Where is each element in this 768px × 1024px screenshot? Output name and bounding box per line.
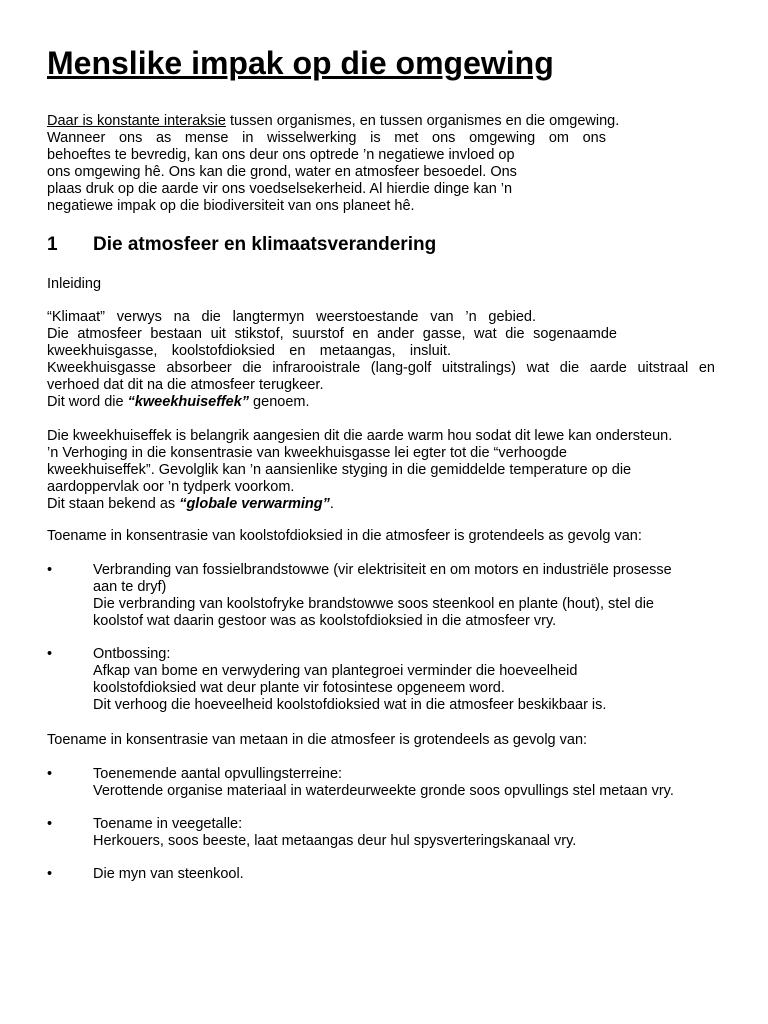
list-item: • Die myn van steenkool. [47, 866, 244, 882]
intro-line-2: Wanneer ons as mense in wisselwerking is met ons omgewing om ons [47, 130, 606, 146]
greenhouse-line-4: aardoppervlak oor ’n tydperk voorkom. [47, 479, 295, 495]
co2-intro: Toename in konsentrasie van koolstofdioksied in die atmosfeer is grotendeels as gevolg van: [47, 528, 642, 544]
bullet-icon: • [47, 562, 53, 578]
intro-line-5: plaas druk op die aarde vir ons voedselsekerheid. Al hierdie dinge kan ’n [47, 181, 513, 197]
intro-line-6: negatiewe impak op die biodiversiteit van ons planeet hê. [47, 198, 415, 214]
greenhouse-line-1: Die kweekhuiseffek is belangrik aangesien dit die aarde warm hou sodat dit lewe kan ondersteun. [47, 428, 673, 444]
inleiding-label: Inleiding [47, 276, 102, 292]
climate-line-5: verhoed dat dit na die atmosfeer terugkeer. [47, 377, 324, 393]
greenhouse-line-5: Dit staan bekend as “globale verwarming”. [47, 496, 334, 512]
bullet-icon: • [47, 816, 53, 832]
section-title: Die atmosfeer en klimaatsverandering [93, 234, 437, 255]
term-kweekhuiseffek: “kweekhuiseffek” [127, 394, 250, 410]
section-heading [47, 233, 436, 257]
climate-line-3: kweekhuisgasse, koolstofdioksied en metaangas, insluit. [47, 343, 451, 359]
greenhouse-line-3: kweekhuiseffek”. Gevolglik kan ’n aansienlike styging in die gemiddelde temperature op die [47, 462, 632, 478]
climate-line-1: “Klimaat” verwys na die langtermyn weerstoestande van ’n gebied. [47, 309, 536, 325]
greenhouse-line-2: ’n Verhoging in die konsentrasie van kweekhuisgasse lei egter tot die “verhoogde [47, 445, 567, 461]
list-item: • Ontbossing: Afkap van bome en verwydering van plantegroei verminder die hoeveelheid koolstofdioksied wat deur plante vir fotosintese opgeneem word. Dit verhoog die hoeveelheid koolstofdioksied wat in die atmosfeer beskikbaar is. [47, 646, 607, 713]
intro-paragraph [47, 113, 719, 215]
page-title: Menslike impak op die omgewing [47, 45, 554, 81]
climate-line-2: Die atmosfeer bestaan uit stikstof, suurstof en ander gasse, wat die sogenaamde [47, 326, 617, 342]
climate-line-6: Dit word die “kweekhuiseffek” genoem. [47, 394, 310, 410]
methane-intro: Toename in konsentrasie van metaan in die atmosfeer is grotendeels as gevolg van: [47, 732, 588, 748]
term-globale-verwarming: “globale verwarming” [179, 496, 330, 512]
intro-line-1: Daar is konstante interaksie tussen organismes, en tussen organismes en die omgewing. [47, 113, 620, 129]
intro-line-3: behoeftes te bevredig, kan ons deur ons optrede ’n negatiewe invloed op [47, 147, 515, 163]
climate-paragraph [47, 309, 719, 411]
intro-underlined-phrase: Daar is konstante interaksie [47, 113, 226, 129]
bullet-icon: • [47, 766, 53, 782]
bullet-icon: • [47, 646, 53, 662]
climate-line-4: Kweekhuisgasse absorbeer die infrarooistrale (lang-golf uitstralings) wat die aarde uitstraal en [47, 360, 715, 376]
greenhouse-paragraph [47, 428, 719, 513]
list-item: • Verbranding van fossielbrandstowwe (vir elektrisiteit en om motors en industriële prosesse aan te dryf) Die verbranding van koolstofryke brandstowwe soos steenkool en plante (hout), stel die koolstof wat daarin gestoor was as koolstofdioksied in die atmosfeer vry. [47, 562, 672, 629]
list-item: • Toename in veegetalle: Herkouers, soos beeste, laat metaangas deur hul spysverteringskanaal vry. [47, 816, 577, 849]
intro-line-4: ons omgewing hê. Ons kan die grond, water en atmosfeer besoedel. Ons [47, 164, 517, 180]
section-number: 1 [47, 234, 58, 255]
bullet-icon: • [47, 866, 53, 882]
list-item: • Toenemende aantal opvullingsterreine: Verottende organise materiaal in waterdeurweekte gronde soos opvullings stel metaan vry. [47, 766, 674, 799]
